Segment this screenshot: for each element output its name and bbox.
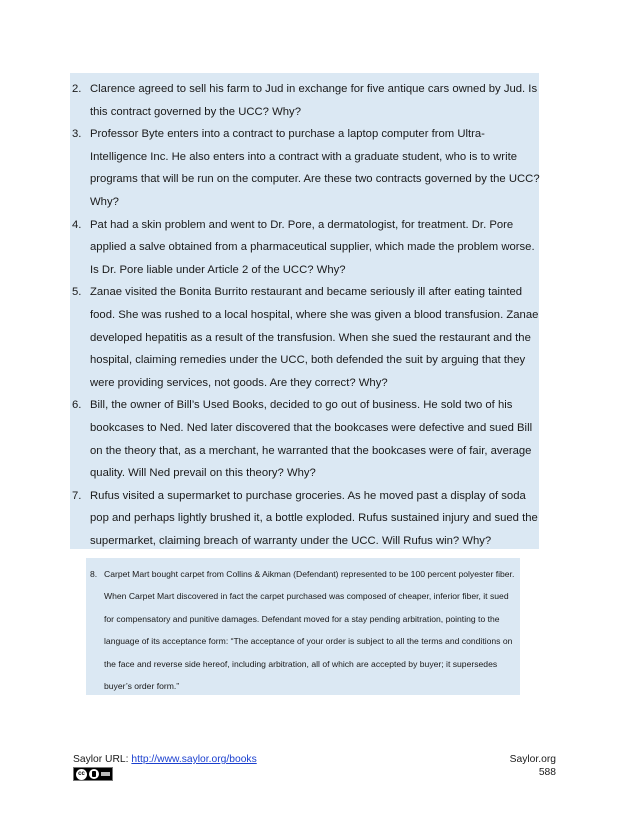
question-item <box>72 485 540 553</box>
question-number: 2. <box>72 83 82 95</box>
question-text: Clarence agreed to sell his farm to Jud in exchange for five antique cars owned by Jud. Is this contract governed by the UCC? Why? <box>90 83 538 118</box>
footer-site: Saylor.org <box>509 754 556 765</box>
question-number: 4. <box>72 218 82 231</box>
question-item <box>72 78 540 123</box>
question-item <box>72 281 540 394</box>
question-text: Bill, the owner of Bill’s Used Books, decided to go out of business. He sold two of his bookcases to Ned. Ned later discovered that the bookcases were defective and sued Bill on the theory that, as a merchant, he warranted that the bookcases were of fair, average quality. Will Ned prevail on this theory? Why? <box>90 399 533 480</box>
question-number: 8. <box>90 569 98 579</box>
question-text: Pat had a skin problem and went to Dr. Pore, a dermatologist, for treatment. Dr. Pore applied a salve obtained from a pharmaceutical supplier, which made the problem worse. Is Dr. Pore liable under Article 2 of the UCC? Why? <box>90 218 535 276</box>
question-list <box>72 78 540 552</box>
question-text: Carpet Mart bought carpet from Collins & Aikman (Defendant) represented to be 100 percent polyester fiber. When Carpet Mart discovered in fact the carpet purchased was composed of cheaper, inferior fiber, it sued for compensatory and punitive damages. Defendant moved for a stay pending arbitration, pointing to the language of its acceptance form: “The acceptance of your order is subject to all the terms and conditions on the face and reverse side hereof, including arbitration, all of which are accepted by buyer; it supersedes buyer’s order form.” <box>104 569 515 692</box>
attribution-person-icon <box>89 769 99 779</box>
question-item <box>72 394 540 484</box>
question-text: Professor Byte enters into a contract to purchase a laptop computer from Ultra-Intelligence Inc. He also enters into a contract with a graduate student, who is to write programs that will be run on the computer. Are these two contracts governed by the UCC? Why? <box>90 128 540 208</box>
cc-icon: cc <box>76 769 87 780</box>
question-item <box>72 123 540 213</box>
footer-url-label: Saylor URL: <box>73 754 129 765</box>
question-text: Rufus visited a supermarket to purchase groceries. As he moved past a display of soda pop and perhaps lightly brushed it, a bottle exploded. Rufus sustained injury and sued the supermarket, claiming breach of warranty under the UCC. Will Rufus win? Why? <box>90 489 538 547</box>
question-number: 5. <box>72 286 82 299</box>
question-text: Zanae visited the Bonita Burrito restaurant and became seriously ill after eating tainted food. She was rushed to a local hospital, where she was given a blood transfusion. Zanae developed hepatitis as a result of the transfusion. When she sued the restaurant and the hospital, claiming remedies under the UCC, both defended the suit by arguing that they were providing services, not goods. Are they correct? Why? <box>90 286 539 389</box>
license-bar <box>101 772 110 776</box>
question-number: 6. <box>72 399 82 412</box>
cc-by-license-icon[interactable] <box>73 767 113 781</box>
page-number: 588 <box>538 767 556 778</box>
footer-source <box>73 753 257 766</box>
footer-url-link[interactable]: http://www.saylor.org/books <box>131 754 257 765</box>
question-item-8 <box>90 563 515 697</box>
question-number: 7. <box>72 489 82 502</box>
question-item <box>72 214 540 282</box>
question-number: 3. <box>72 128 82 141</box>
footer-right <box>510 753 556 779</box>
